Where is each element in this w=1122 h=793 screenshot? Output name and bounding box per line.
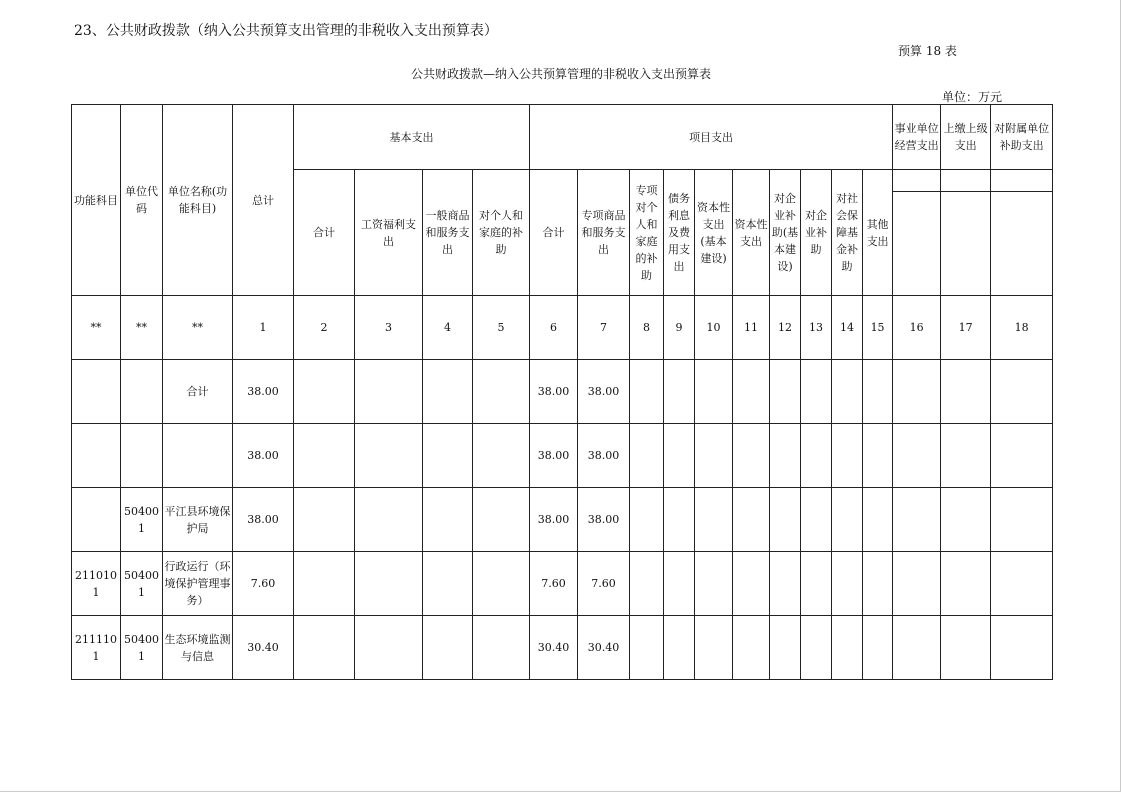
cell-name — [163, 424, 233, 488]
header-project-other: 其他支出 — [863, 170, 893, 296]
cell-empty — [893, 552, 941, 616]
index-cell: 9 — [664, 296, 695, 360]
cell-empty — [801, 616, 832, 680]
cell-empty — [695, 424, 733, 488]
cell-empty — [893, 616, 941, 680]
cell-total: 38.00 — [233, 424, 294, 488]
cell-empty — [664, 424, 695, 488]
index-cell: 13 — [801, 296, 832, 360]
header-unit-code: 单位代码 — [121, 105, 163, 296]
cell-empty — [801, 424, 832, 488]
cell-empty — [695, 616, 733, 680]
index-cell: 16 — [893, 296, 941, 360]
unit-label: 单位：万元 — [942, 90, 1003, 104]
cell-project-goods: 7.60 — [578, 552, 630, 616]
cell-empty — [294, 360, 355, 424]
index-cell: 7 — [578, 296, 630, 360]
cell-code: 504001 — [121, 552, 163, 616]
table-row — [72, 616, 1053, 680]
cell-empty — [832, 616, 863, 680]
index-cell: 4 — [423, 296, 473, 360]
cell-name: 行政运行（环境保护管理事务） — [163, 552, 233, 616]
cell-code: 504001 — [121, 616, 163, 680]
cell-empty — [473, 616, 530, 680]
cell-empty — [893, 360, 941, 424]
cell-empty — [941, 552, 991, 616]
cell-empty — [355, 616, 423, 680]
header-total: 总计 — [233, 105, 294, 296]
cell-total: 7.60 — [233, 552, 294, 616]
cell-name: 平江县环境保护局 — [163, 488, 233, 552]
index-cell: 10 — [695, 296, 733, 360]
header-row-1 — [72, 105, 1053, 170]
cell-project-total: 7.60 — [530, 552, 578, 616]
cell-name: 生态环境监测与信息 — [163, 616, 233, 680]
index-cell: 2 — [294, 296, 355, 360]
cell-empty — [630, 552, 664, 616]
index-cell: 11 — [733, 296, 770, 360]
cell-empty — [630, 424, 664, 488]
cell-empty — [423, 424, 473, 488]
cell-empty — [801, 360, 832, 424]
header-basic-total: 合计 — [294, 170, 355, 296]
cell-empty — [473, 360, 530, 424]
cell-empty — [294, 552, 355, 616]
header-biz-operation: 事业单位经营支出 — [893, 105, 941, 170]
cell-empty — [832, 360, 863, 424]
index-row — [72, 296, 1053, 360]
index-cell: ** — [163, 296, 233, 360]
header-blank-16 — [893, 170, 941, 192]
index-cell: ** — [121, 296, 163, 360]
cell-empty — [863, 424, 893, 488]
cell-empty — [473, 552, 530, 616]
index-cell: 8 — [630, 296, 664, 360]
header-blank-17b — [941, 192, 991, 296]
cell-empty — [863, 616, 893, 680]
cell-func — [72, 360, 121, 424]
cell-empty — [473, 424, 530, 488]
cell-empty — [801, 552, 832, 616]
index-cell: 15 — [863, 296, 893, 360]
header-subsidy-affiliated: 对附属单位补助支出 — [991, 105, 1053, 170]
cell-project-total: 38.00 — [530, 424, 578, 488]
header-basic: 基本支出 — [294, 105, 530, 170]
cell-project-total: 38.00 — [530, 360, 578, 424]
cell-empty — [423, 616, 473, 680]
cell-empty — [941, 360, 991, 424]
cell-empty — [423, 360, 473, 424]
cell-empty — [863, 552, 893, 616]
index-cell: 17 — [941, 296, 991, 360]
cell-empty — [294, 488, 355, 552]
header-project-social-fund: 对社会保障基金补助 — [832, 170, 863, 296]
cell-empty — [695, 360, 733, 424]
index-cell: 1 — [233, 296, 294, 360]
cell-empty — [941, 424, 991, 488]
index-cell: 14 — [832, 296, 863, 360]
cell-empty — [832, 424, 863, 488]
header-project-enterprise: 对企业补助 — [801, 170, 832, 296]
cell-code: 504001 — [121, 488, 163, 552]
cell-empty — [294, 424, 355, 488]
index-cell: ** — [72, 296, 121, 360]
header-project: 项目支出 — [530, 105, 893, 170]
header-blank-18 — [991, 170, 1053, 192]
cell-total: 38.00 — [233, 488, 294, 552]
table-row — [72, 360, 1053, 424]
cell-empty — [733, 552, 770, 616]
cell-project-goods: 30.40 — [578, 616, 630, 680]
cell-empty — [941, 488, 991, 552]
cell-project-total: 30.40 — [530, 616, 578, 680]
header-basic-salary: 工资福利支出 — [355, 170, 423, 296]
index-cell: 3 — [355, 296, 423, 360]
cell-func: 2110101 — [72, 552, 121, 616]
header-blank-18b — [991, 192, 1053, 296]
index-cell: 18 — [991, 296, 1053, 360]
header-blank-17 — [941, 170, 991, 192]
cell-empty — [801, 488, 832, 552]
index-cell: 6 — [530, 296, 578, 360]
cell-empty — [991, 552, 1053, 616]
cell-empty — [355, 552, 423, 616]
header-unit-name: 单位名称(功能科目) — [163, 105, 233, 296]
cell-name: 合计 — [163, 360, 233, 424]
cell-empty — [733, 616, 770, 680]
header-basic-goods: 一般商品和服务支出 — [423, 170, 473, 296]
cell-empty — [695, 488, 733, 552]
cell-empty — [423, 552, 473, 616]
cell-empty — [664, 552, 695, 616]
cell-empty — [630, 616, 664, 680]
cell-empty — [473, 488, 530, 552]
cell-empty — [664, 616, 695, 680]
cell-empty — [630, 360, 664, 424]
cell-empty — [630, 488, 664, 552]
cell-total: 30.40 — [233, 616, 294, 680]
cell-empty — [991, 616, 1053, 680]
cell-func — [72, 488, 121, 552]
cell-empty — [733, 424, 770, 488]
index-cell: 12 — [770, 296, 801, 360]
table-row — [72, 488, 1053, 552]
header-turn-over: 上缴上级支出 — [941, 105, 991, 170]
cell-empty — [893, 488, 941, 552]
cell-empty — [664, 488, 695, 552]
cell-code — [121, 360, 163, 424]
header-func-subject: 功能科目 — [72, 105, 121, 296]
cell-empty — [733, 488, 770, 552]
cell-empty — [355, 360, 423, 424]
cell-empty — [941, 616, 991, 680]
cell-project-goods: 38.00 — [578, 424, 630, 488]
table-row — [72, 424, 1053, 488]
cell-total: 38.00 — [233, 360, 294, 424]
header-basic-personal: 对个人和家庭的补助 — [473, 170, 530, 296]
cell-func — [72, 424, 121, 488]
cell-empty — [770, 424, 801, 488]
cell-empty — [991, 360, 1053, 424]
header-blank-16b — [893, 192, 941, 296]
section-heading: 23、公共财政拨款（纳入公共预算支出管理的非税收入支出预算表） — [74, 23, 498, 39]
cell-empty — [770, 552, 801, 616]
cell-empty — [355, 424, 423, 488]
cell-code — [121, 424, 163, 488]
header-project-goods: 专项商品和服务支出 — [578, 170, 630, 296]
budget-table — [71, 104, 1053, 680]
cell-project-goods: 38.00 — [578, 360, 630, 424]
cell-func: 2111101 — [72, 616, 121, 680]
cell-project-total: 38.00 — [530, 488, 578, 552]
table-title: 公共财政拨款—纳入公共预算管理的非税收入支出预算表 — [410, 67, 711, 81]
cell-empty — [695, 552, 733, 616]
cell-empty — [832, 488, 863, 552]
index-cell: 5 — [473, 296, 530, 360]
table-row — [72, 552, 1053, 616]
cell-empty — [355, 488, 423, 552]
cell-empty — [770, 488, 801, 552]
cell-empty — [991, 488, 1053, 552]
cell-empty — [733, 360, 770, 424]
cell-empty — [423, 488, 473, 552]
table-number: 预算 18 表 — [898, 44, 957, 58]
cell-project-goods: 38.00 — [578, 488, 630, 552]
cell-empty — [893, 424, 941, 488]
header-project-capital-construction: 资本性支出(基本建设) — [695, 170, 733, 296]
cell-empty — [863, 360, 893, 424]
header-project-personal: 专项对个人和家庭的补助 — [630, 170, 664, 296]
header-project-debt: 债务利息及费用支出 — [664, 170, 695, 296]
cell-empty — [832, 552, 863, 616]
cell-empty — [770, 360, 801, 424]
header-project-enterprise-construction: 对企业补助(基本建设) — [770, 170, 801, 296]
cell-empty — [770, 616, 801, 680]
header-project-capital: 资本性支出 — [733, 170, 770, 296]
cell-empty — [294, 616, 355, 680]
header-project-total: 合计 — [530, 170, 578, 296]
cell-empty — [991, 424, 1053, 488]
cell-empty — [863, 488, 893, 552]
cell-empty — [664, 360, 695, 424]
